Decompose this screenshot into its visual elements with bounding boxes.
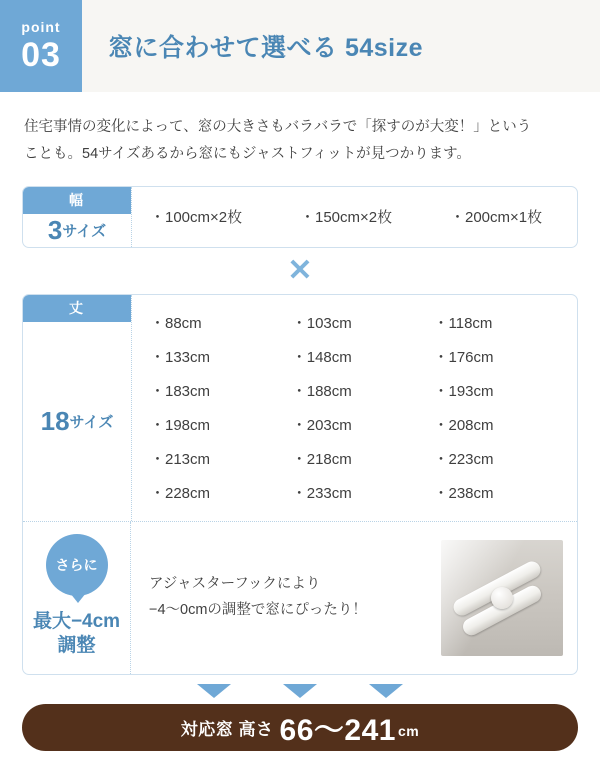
bottom-bar-label: 対応窓 高さ <box>180 719 274 739</box>
length-item: ・203cm <box>291 417 352 435</box>
width-tab-column <box>23 187 132 247</box>
length-item: ・238cm <box>433 485 494 503</box>
width-count-number: 3 <box>47 214 63 245</box>
furthermore-bubble: さらに <box>46 534 108 596</box>
length-item: ・233cm <box>291 485 352 503</box>
width-count-unit: サイズ <box>62 222 107 240</box>
width-item: ・100cm×2枚 <box>150 209 243 227</box>
adjuster-amount <box>33 610 120 659</box>
length-item: ・148cm <box>291 349 352 367</box>
section-header <box>0 0 600 92</box>
width-count <box>48 214 106 247</box>
adjuster-description <box>149 572 441 623</box>
footer-spacer <box>0 751 600 773</box>
length-tab-head: 丈 <box>23 295 131 322</box>
length-item: ・208cm <box>433 417 494 435</box>
width-item: ・150cm×2枚 <box>300 209 393 227</box>
width-panel <box>22 186 578 248</box>
length-item: ・223cm <box>433 451 494 469</box>
length-top-row <box>23 295 577 521</box>
length-count-unit: サイズ <box>69 413 114 431</box>
point-badge-label: point <box>21 19 61 35</box>
page-title: 窓に合わせて選べる 54size <box>108 34 424 62</box>
length-item-grid <box>132 295 577 521</box>
triangle-down-icon <box>283 684 317 698</box>
supported-window-height-bar <box>22 704 578 751</box>
length-item: ・198cm <box>150 417 211 435</box>
length-item: ・228cm <box>150 485 211 503</box>
triangle-down-icon <box>369 684 403 698</box>
down-arrows <box>0 684 600 698</box>
triangle-down-icon <box>197 684 231 698</box>
length-item: ・213cm <box>150 451 211 469</box>
point-badge <box>0 0 82 92</box>
width-tab-head: 幅 <box>23 187 131 214</box>
adjuster-right-column <box>131 522 577 674</box>
lead-paragraph <box>0 92 600 172</box>
lead-line-2: ことも。54サイズあるから窓にもジャストフィットが見つかります。 <box>24 145 471 162</box>
length-count-number: 18 <box>40 405 70 436</box>
bottom-bar-range: 66〜241 <box>279 714 396 748</box>
bottom-bar-unit: cm <box>397 723 420 740</box>
length-item: ・193cm <box>433 383 494 401</box>
width-item-list <box>132 206 600 227</box>
point-badge-number: 03 <box>21 36 61 74</box>
adjuster-description-line-2: −4〜0cmの調整で窓にぴったり！ <box>149 601 367 618</box>
length-item: ・103cm <box>291 315 352 333</box>
adjuster-amount-line-1: 最大−4cm <box>32 610 121 632</box>
adjuster-description-line-1: アジャスターフックにより <box>149 576 321 593</box>
adjuster-hook-photo <box>441 540 563 656</box>
length-item: ・88cm <box>150 315 202 333</box>
length-count <box>41 322 114 521</box>
multiply-icon: ✕ <box>287 253 313 287</box>
adjuster-amount-line-2: 調整 <box>57 635 96 657</box>
width-item: ・200cm×1枚 <box>450 209 543 227</box>
length-tab-column <box>23 295 132 521</box>
adjuster-row <box>23 521 577 674</box>
length-panel <box>22 294 578 675</box>
length-item: ・188cm <box>291 383 352 401</box>
adjuster-left-column <box>23 522 131 674</box>
hook-knob <box>491 587 513 609</box>
length-item: ・218cm <box>291 451 352 469</box>
length-item: ・118cm <box>433 315 493 333</box>
lead-line-1: 住宅事情の変化によって、窓の大きさもバラバラで「探すのが大変！」という <box>24 119 532 135</box>
length-item: ・176cm <box>433 349 494 367</box>
length-item: ・133cm <box>150 349 211 367</box>
length-item: ・183cm <box>150 383 211 401</box>
